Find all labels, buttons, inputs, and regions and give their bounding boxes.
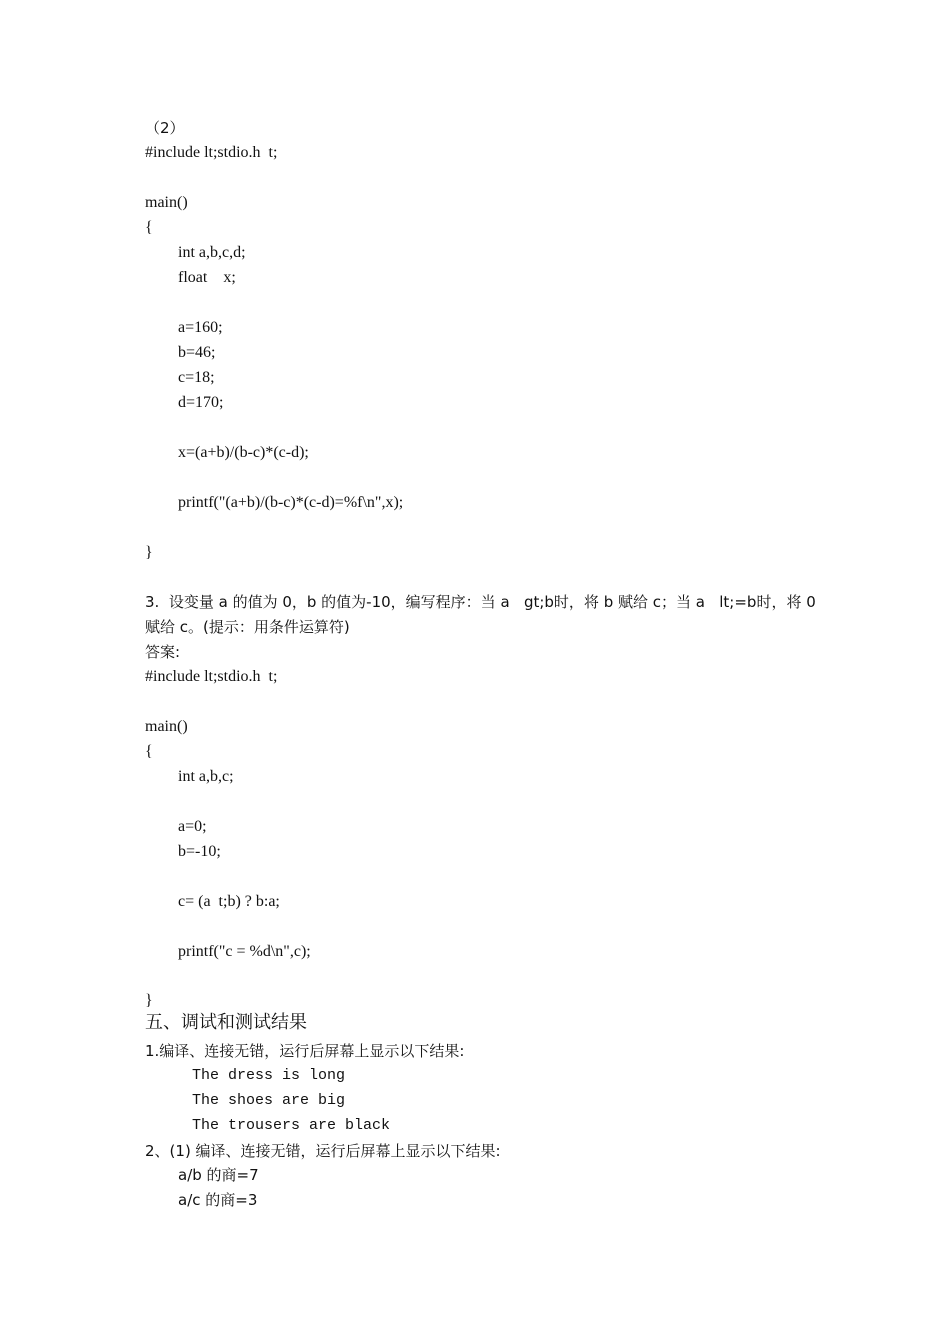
- question-3-text: 3. 设变量 a 的值为 0，b 的值为-10，编写程序：当 a gt;b时，将 b 赋给 c；当 a lt;=b时，将 0: [145, 593, 816, 611]
- output-line: The shoes are big: [192, 1092, 346, 1109]
- code-line-decl-int: int a,b,c,d;: [178, 244, 246, 261]
- code-line-assign-a: a=0;: [178, 818, 207, 835]
- code-line-close-brace: }: [145, 992, 153, 1009]
- output-line: The dress is long: [192, 1067, 346, 1084]
- code-line-assign-b: b=-10;: [178, 843, 221, 860]
- code-line-decl-int: int a,b,c;: [178, 768, 234, 785]
- section-heading: 五、调试和测试结果: [145, 1012, 307, 1033]
- output-line: The trousers are black: [192, 1117, 391, 1134]
- code-line-printf: printf("c = %d\n",c);: [178, 943, 311, 960]
- code-line-assign-d: d=170;: [178, 394, 224, 411]
- code-line-open-brace: {: [145, 743, 153, 760]
- code-line-assign-c: c=18;: [178, 369, 215, 386]
- code-line-include: #include lt;stdio.h t;: [145, 668, 278, 685]
- section-number: （2）: [145, 119, 185, 137]
- code-line-open-brace: {: [145, 219, 153, 236]
- result-2-intro: 2、(1) 编译、连接无错，运行后屏幕上显示以下结果:: [145, 1142, 501, 1160]
- code-line-close-brace: }: [145, 544, 153, 561]
- code-line-main: main(): [145, 718, 188, 735]
- code-line-compute-x: x=(a+b)/(b-c)*(c-d);: [178, 444, 309, 461]
- code-line-decl-float: float x;: [178, 269, 236, 286]
- code-line-printf: printf("(a+b)/(b-c)*(c-d)=%f\n",x);: [178, 494, 404, 511]
- code-line-assign-b: b=46;: [178, 344, 216, 361]
- code-line-include: #include lt;stdio.h t;: [145, 144, 278, 161]
- result-1-intro: 1.编译、连接无错，运行后屏幕上显示以下结果:: [145, 1042, 465, 1060]
- code-line-main: main(): [145, 194, 188, 211]
- code-line-ternary: c= (a t;b) ? b:a;: [178, 893, 280, 910]
- code-line-assign-a: a=160;: [178, 319, 223, 336]
- output-line: a/c 的商=3: [178, 1191, 258, 1209]
- question-3-text-cont: 赋给 c。(提示：用条件运算符): [145, 618, 350, 636]
- output-line: a/b 的商=7: [178, 1166, 259, 1184]
- answer-label: 答案:: [145, 643, 181, 661]
